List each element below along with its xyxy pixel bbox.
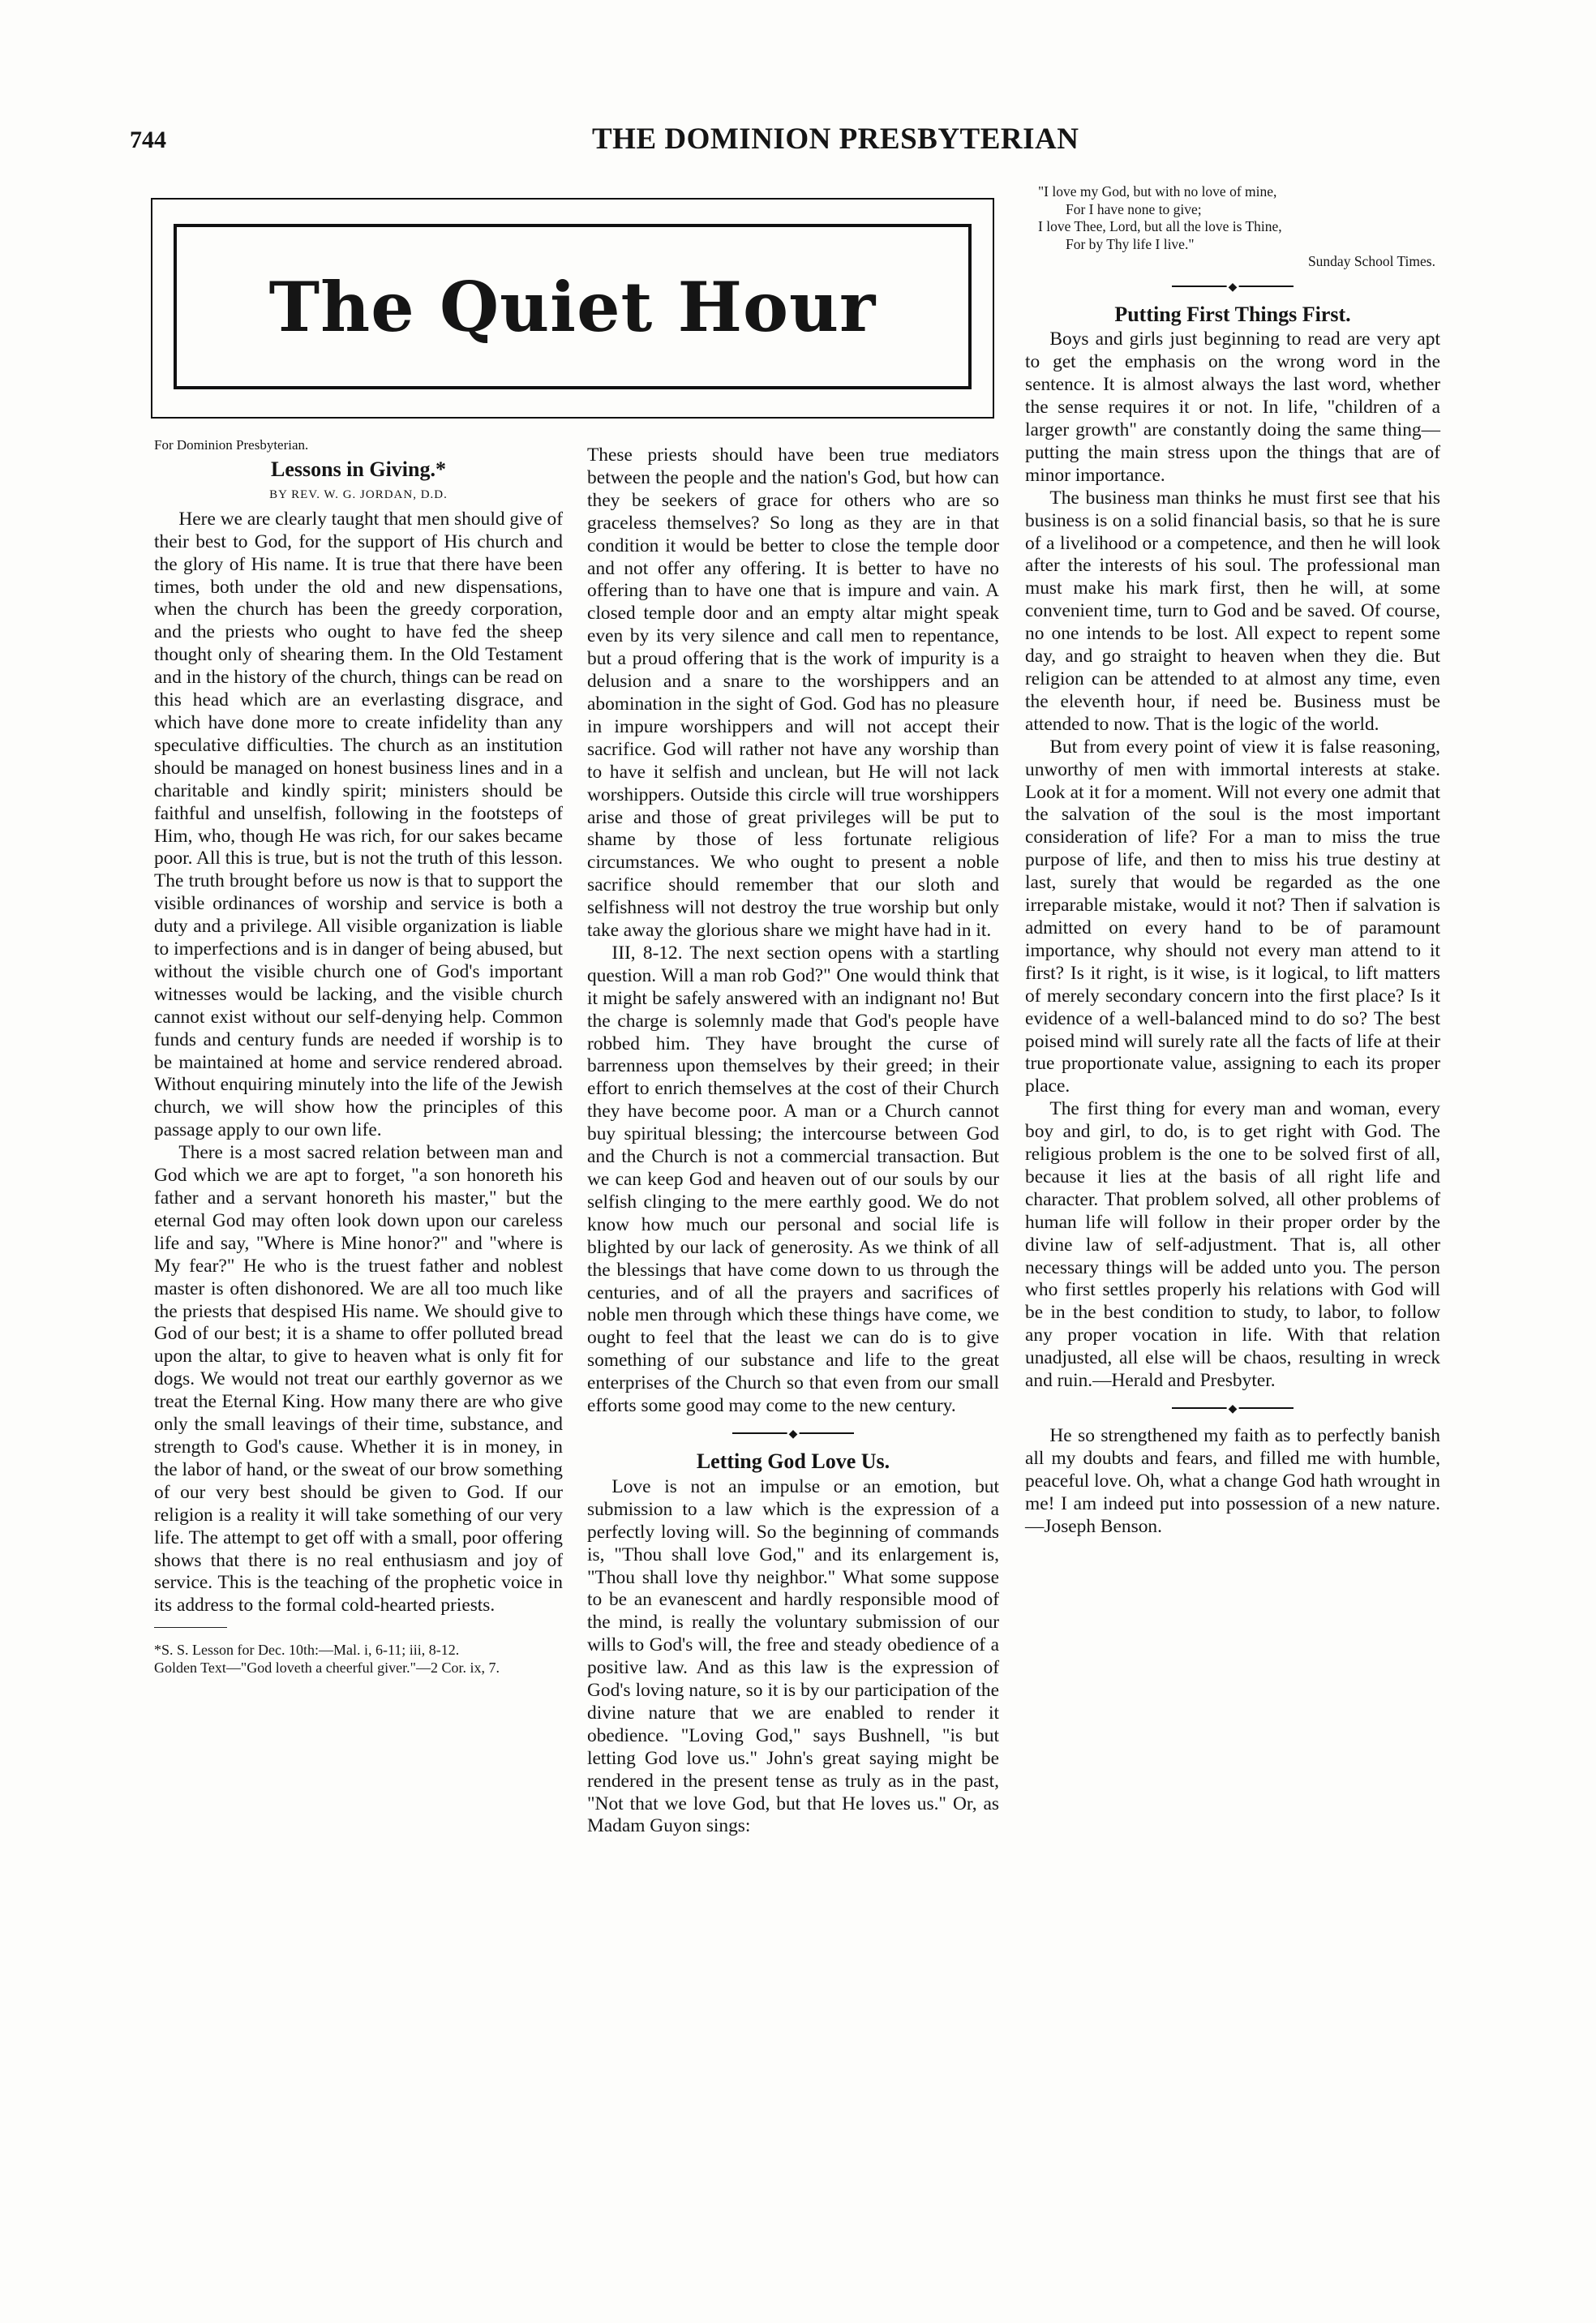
guyon-poem	[1038, 183, 1440, 271]
section-divider	[1172, 1407, 1294, 1409]
poem-source: Sunday School Times.	[1307, 253, 1435, 269]
page-number: 744	[130, 127, 166, 153]
column-2	[587, 444, 999, 1838]
poem-line: "I love my God, but with no love of mine,	[1038, 183, 1277, 200]
footnotes	[154, 1641, 563, 1677]
article-title-lessons: Lessons in Giving.*	[270, 457, 446, 481]
putting-paragraph-3: But from every point of view it is false reasoning, unworthy of men with immortal interests at stake. Look at it for a moment. Will not every one admit that the salvation of the soul is the most important consideration of life? For a man to miss the true purpose of life, and then to miss his true destiny at last, surely that would be regarded as the one irreparable mistake, would it not? Then if salvation is admitted on every hand to be of paramount importance, why should not every man attend to it first? Is it right, is it wise, is it logical, to lift matters of merely secondary concern into the first place? Is it evidence of a well-balanced mind to do so? The best poised mind will surely rate all the facts of life at their true proportionate value, assigning to each its proper place.	[1025, 736, 1440, 1097]
footnote-rule	[154, 1627, 227, 1628]
column-3	[1025, 182, 1440, 1539]
benson-paragraph: He so strengthened my faith as to perfectly banish all my doubts and fears, and filled me with humble, peaceful love. Oh, what a change God hath wrought in me! I am indeed put into possession of a new nature.—Joseph Benson.	[1025, 1425, 1440, 1537]
footnote-lesson: *S. S. Lesson for Dec. 10th:—Mal. i, 6-11; iii, 8-12.	[154, 1642, 460, 1659]
lessons-paragraph-3: These priests should have been true mediators between the people and the nation's God, but how can they be seekers of grace for others who are so graceless themselves? So long as they are in that condition it would be better to close the temple door and not offer any offering. It is better to have no offering than to have one that is impure and vain. A closed temple door and an empty altar might speak even by its very silence and call men to repentance, but a proud offering that is the work of impurity is a delusion and a snare to the worshippers and an abomination in the sight of God. God has no pleasure in impure worshippers and will not accept their sacrifice. God will rather not have any worship than to have it selfish and unclean, but He will not lack worshippers. Outside this circle will true worshippers arise and those of great privileges will be put to shame by those of less fortunate religious circumstances. We who ought to present a noble sacrifice should remember that our sloth and selfishness will not destroy the true worship but only take away the glorious share we might have had in it.	[587, 444, 999, 942]
poem-line: For I have none to give;	[1066, 200, 1202, 217]
section-divider	[732, 1432, 854, 1434]
poem-line: I love Thee, Lord, but all the love is Thine,	[1038, 218, 1282, 234]
putting-paragraph-1: Boys and girls just beginning to read are very apt to get the emphasis on the wrong word in the sentence. It is almost always the last word, whether the sense requires it or not. In life, "children of a larger growth" are constantly doing the same thing—putting the main stress upon the things that are of minor importance.	[1025, 328, 1440, 486]
lessons-paragraph-1: Here we are clearly taught that men should give of their best to God, for the support of His church and the glory of His name. It is true that there have been times, both under the old and new dispensations, when the church has been the greedy corporation, and the priests who ought to have fed the sheep thought only of shearing them. In the Old Testament and in the history of the church, things can be read on this head which are an everlasting disgrace, and which have done more to create infidelity than any speculative difficulties. The church as an institution should be managed on honest business lines and in a charitable and kindly spirit; ministers should be faithful and unselfish, following in the footsteps of Him, who, though He was rich, for our sakes became poor. All this is true, but is not the truth of this lesson. The truth brought before us now is that to support the visible ordinances of worship and service is both a duty and a privilege. All visible organization is liable to imperfections and is in danger of being abused, but without the visible church one of God's important witnesses would be lacking, and the visible church cannot exist without our self-denying help. Common funds and century funds are needed if worship is to be maintained at home and service rendered abroad. Without enquiring minutely into the life of the Jewish church, we will show how the principles of this passage apply to our own life.	[154, 508, 563, 1141]
footnote-golden-text: Golden Text—"God loveth a cheerful giver."—2 Cor. ix, 7.	[154, 1660, 500, 1677]
section-divider	[1172, 286, 1294, 287]
lessons-paragraph-4: III, 8-12. The next section opens with a startling question. Will a man rob God?" One would think that it might be safely answered with an indignant no! But the charge is solemnly made that God's people have robbed him. They have brought the curse of barrenness upon themselves by their greed; in their effort to enrich themselves at the cost of their Church they have become poor. A man or a Church cannot buy spiritual blessing; the intercourse between God and the Church is not a commercial transaction. But we can keep God and heaven out of our souls by our selfish clinging to the mere earthly good. We do not know how much our personal and social life is blighted by our lack of generosity. As we think of all the blessings that have come down to us through the centuries, and of all the prayers and sacrifices of noble men through which these things have come, we ought to feel that the least we can do is to give something of our substance and life to the great enterprises of the Church so that even from our small efforts some good may come to the new century.	[587, 942, 999, 1417]
section-banner-title: The Quiet Hour	[268, 266, 877, 347]
letting-paragraph-1: Love is not an impulse or an emotion, but submission to a law which is the expression of a perfectly loving will. So the beginning of commands is, "Thou shall love God," and its enlargement is, "Thou shall love thy neighbor." What some suppose to be an evanescent and hardly responsible mood of the mind, is really the voluntary submission of our wills to God's will, the free and steady obedience of a positive law. And as this law is the expression of God's loving nature, so it is by our participation of the divine nature that we are enabled to render it obedience. "Loving God," says Bushnell, "is but letting God love us." John's great saying might be rendered in the present tense as truly as in the past, "Not that we love God, but that He loves us." Or, as Madam Guyon sings:	[587, 1475, 999, 1837]
lessons-paragraph-2: There is a most sacred relation between man and God which we are apt to forget, "a son honoreth his father and a servant honoreth his master," but the eternal God may often look down upon our careless life and say, "Where is Mine honor?" and "where is My fear?" He who is the truest father and noblest master is often dishonored. We are all too much like the priests that despised His name. We should give to God of our best; it is a shame to offer polluted bread upon the altar, to give to heaven what is only fit for dogs. We would not treat our earthly governor as we treat the Eternal King. How many there are who give only the small leavings of their time, substance, and strength to God's cause. Whether it is in money, in the labor of hand, or the sweat of our brow something of our very best should be given to God. If our religion is a reality it will take something of our very life. The attempt to get off with a small, poor offering shows that there is no real enthusiasm and joy of service. This is the teaching of the prophetic voice in its address to the formal cold-hearted priests.	[154, 1142, 563, 1617]
poem-line: For by Thy life I live."	[1066, 235, 1195, 252]
article-title-putting: Putting First Things First.	[1114, 302, 1351, 326]
article-byline: BY REV. W. G. JORDAN, D.D.	[269, 487, 448, 501]
article-title-letting: Letting God Love Us.	[696, 1449, 890, 1473]
running-head: THE DOMINION PRESBYTERIAN	[592, 122, 1079, 156]
putting-paragraph-2: The business man thinks he must first see that his business is on a solid financial basis, so that he is sure of a livelihood or a competence, and then he will look after the interests of his soul. The professional man must make his mark first, then he will, at some convenient time, turn to God and be saved. Of course, no one intends to be lost. All expect to repent some day, and go straight to heaven when they die. But religion can be attended to at almost any time, even the eleventh hour, if need be. Business must be attended to now. That is the logic of the world.	[1025, 487, 1440, 735]
putting-paragraph-4: The first thing for every man and woman, every boy and girl, to do, is to get right with God. The religious problem is the one to be solved first of all, because it lies at the basis of all right life and character. That problem solved, all other problems of human life will follow in their proper order by the divine law of self-adjustment. That is, all other necessary things will be added unto you. The person who first settles properly his relations with God will be in the best condition to study, to labor, to follow any proper vocation in life. With that relation unadjusted, all else will be chaos, resulting in wreck and ruin.—Herald and Presbyter.	[1025, 1098, 1440, 1392]
article-credit: For Dominion Presbyterian.	[154, 437, 309, 453]
column-1	[154, 436, 563, 1677]
